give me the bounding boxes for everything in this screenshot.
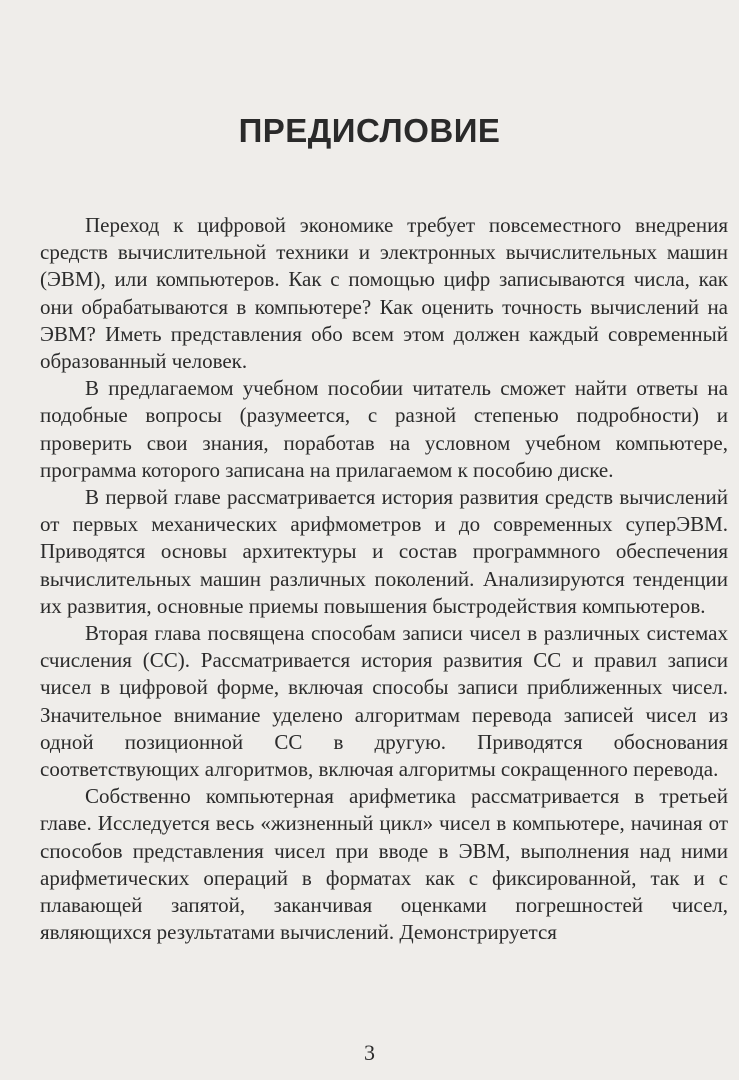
- paragraph: Переход к цифровой экономике требует повсеместного внедрения средств вычислительной техники и электронных вычислительных машин (ЭВМ), или компьютеров. Как с помощью цифр записываются числа, как они обрабатываются в компьютере? Как оценить точность вычислений на ЭВМ? Иметь представления обо всем этом должен каждый современный образованный человек.: [40, 213, 728, 374]
- paragraph: Собственно компьютерная арифметика рассматривается в третьей главе. Исследуется весь «жизненный цикл» чисел в компьютере, начиная от способов представления чисел при вводе в ЭВМ, выполнения над ними арифметических операций в форматах как с фиксированной, так и с плавающей запятой, заканчивая оценками погрешностей чисел, являющихся результатами вычислений. Демонстрируется: [40, 784, 728, 945]
- paragraph: В первой главе рассматривается история развития средств вычислений от первых механических арифмометров и до современных суперЭВМ. Приводятся основы архитектуры и состав программного обеспечения вычислительных машин различных поколений. Анализируются тенденции их развития, основные приемы повышения быстродействия компьютеров.: [40, 485, 728, 618]
- paragraph: Вторая глава посвящена способам записи чисел в различных системах счисления (СС). Рассматривается история развития СС и правил записи чисел в цифровой форме, включая способы записи приближенных чисел. Значительное внимание уделено алгоритмам перевода записей чисел из одной позиционной СС в другую. Приводятся обоснования соответствующих алгоритмов, включая алгоритмы сокращенного перевода.: [40, 621, 728, 782]
- paragraph: В предлагаемом учебном пособии читатель сможет найти ответы на подобные вопросы (разумеется, с разной степенью подробности) и проверить свои знания, поработав на условном учебном компьютере, программа которого записана на прилагаемом к пособию диске.: [40, 376, 728, 482]
- page-title: ПРЕДИСЛОВИЕ: [238, 112, 501, 149]
- body-text: [40, 212, 728, 946]
- page-number: 3: [364, 1040, 375, 1065]
